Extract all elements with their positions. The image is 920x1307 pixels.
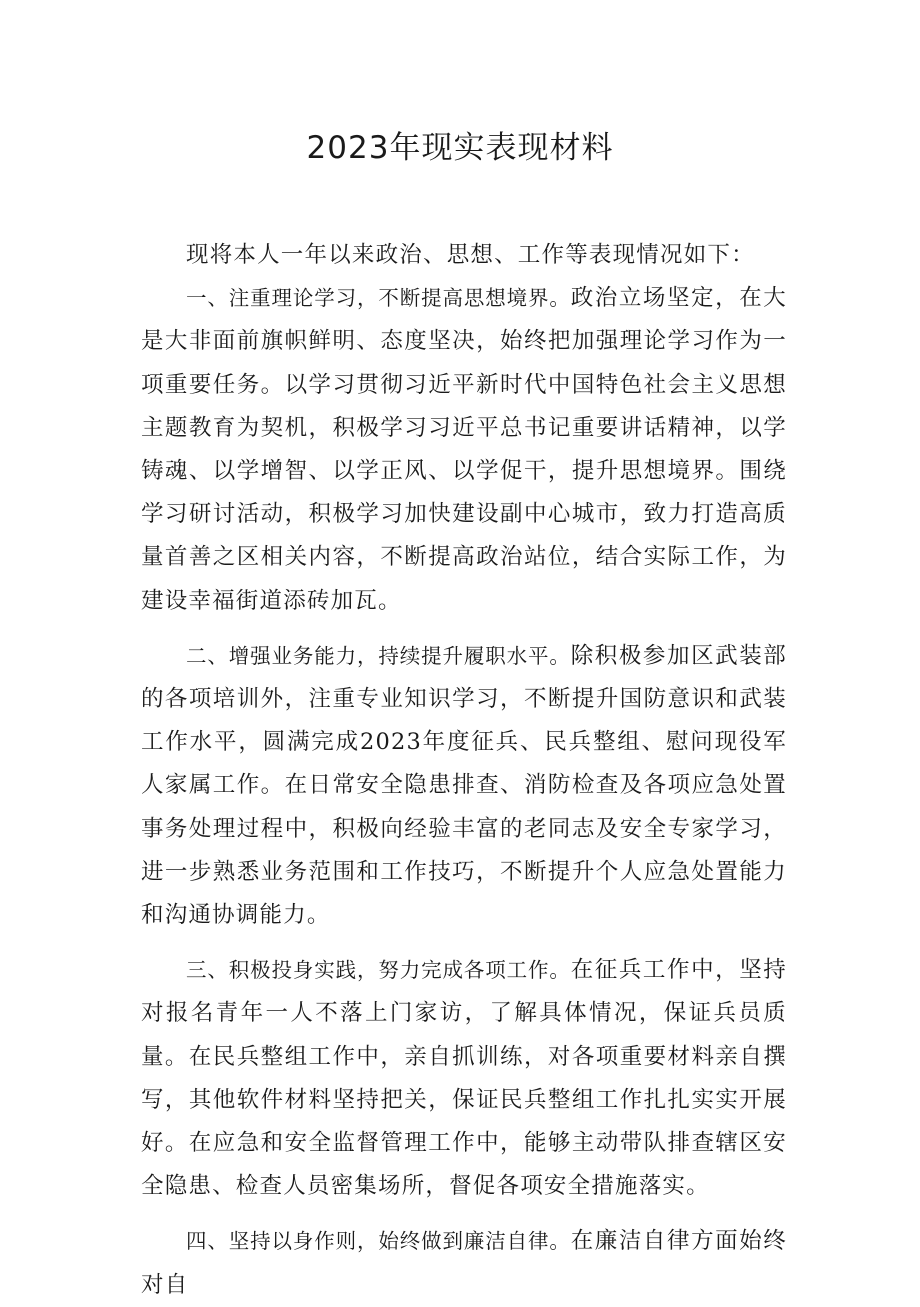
section-paragraph-2 — [141, 635, 787, 937]
section-paragraph-4 — [141, 1220, 787, 1306]
section-text-1: 政治立场坚定，在大是大非面前旗帜鲜明、态度坚决，始终把加强理论学习作为一项重要任务。以学习贯彻习近平新时代中国特色社会主义思想主题教育为契机，积极学习习近平总书记重要讲话精神，以学铸魂、以学增智、以学正风、以学促干，提升思想境界。围绕学习研讨活动，积极学习加快建设副中心城市，致力打造高质量首善之区相关内容，不断提高政治站位，结合实际工作，为建设幸福街道添砖加瓦。 — [141, 285, 788, 614]
section-text-3: 在征兵工作中，坚持对报名青年一人不落上门家访，了解具体情况，保证兵员质量。在民兵整组工作中，亲自抓训练，对各项重要材料亲自撰写，其他软件材料坚持把关，保证民兵整组工作扎扎实实开展好。在应急和安全监督管理工作中，能够主动带队排查辖区安全隐患、检查人员密集场所，督促各项安全措施落实。 — [141, 957, 788, 1200]
section-paragraph-1 — [141, 277, 787, 623]
document-title: 2023年现实表现材料 — [306, 130, 614, 166]
intro-paragraph: 现将本人一年以来政治、思想、工作等表现情况如下： — [186, 242, 755, 268]
section-heading-2: 二、增强业务能力，持续提升履职水平。 — [186, 643, 571, 668]
section-paragraph-3 — [141, 949, 787, 1208]
section-heading-1: 一、注重理论学习，不断提高思想境界。 — [186, 286, 571, 311]
document-body — [141, 234, 787, 1307]
section-heading-3: 三、积极投身实践，努力完成各项工作。 — [186, 958, 571, 983]
section-text-2: 除积极参加区武装部的各项培训外，注重专业知识学习，不断提升国防意识和武装工作水平，圆满完成2023年度征兵、民兵整组、慰问现役军人家属工作。在日常安全隐患排查、消防检查及各项应急处置事务处理过程中，积极向经验丰富的老同志及安全专家学习，进一步熟悉业务范围和工作技巧，不断提升个人应急处置能力和沟通协调能力。 — [141, 642, 788, 929]
section-heading-4: 四、坚持以身作则，始终做到廉洁自律。 — [186, 1229, 571, 1254]
section-text-4: 在廉洁自律方面始终对自 — [141, 1228, 788, 1298]
